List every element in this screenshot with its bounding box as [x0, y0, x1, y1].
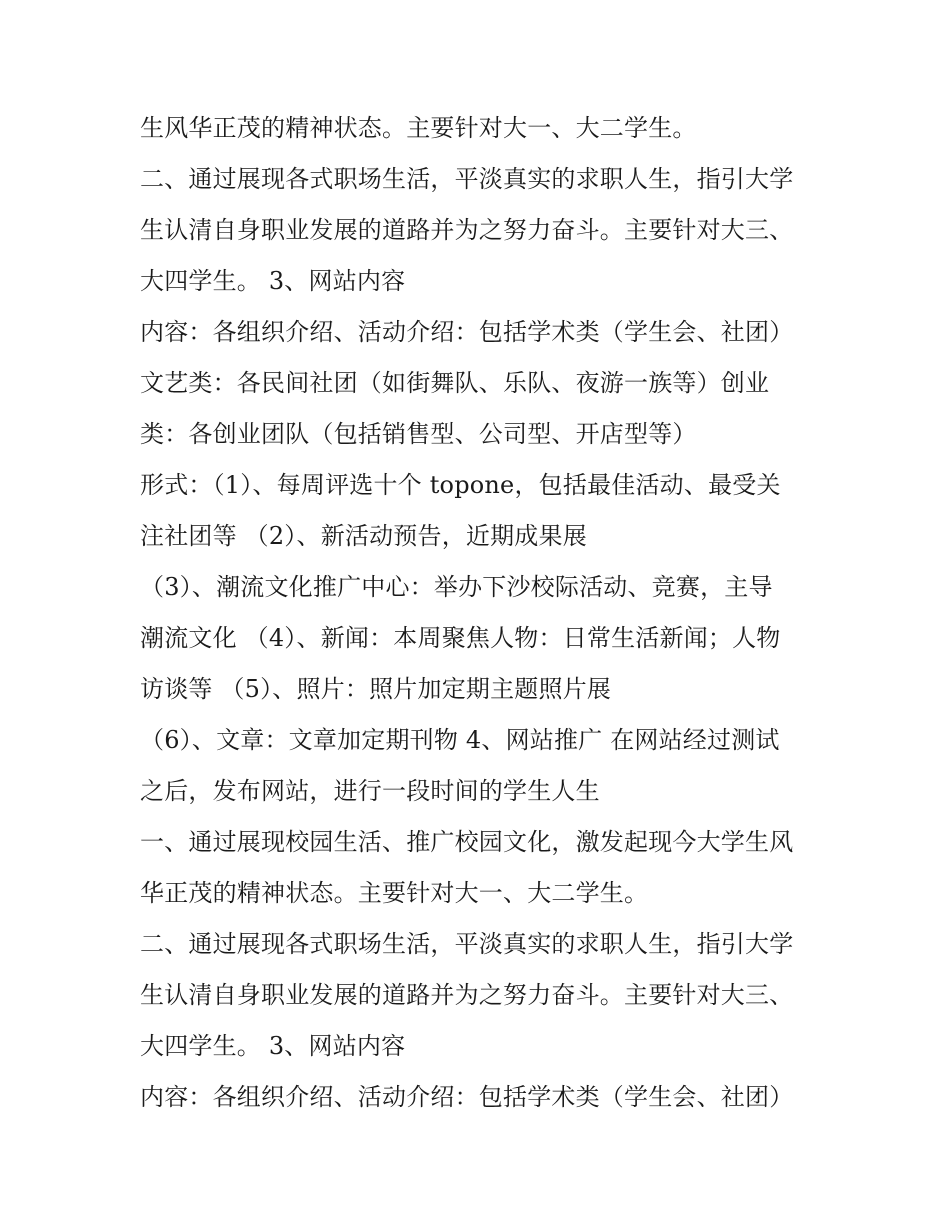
text-line: （3）、潮流文化推广中心：举办下沙校际活动、竞赛，主导: [140, 573, 773, 601]
text-line: 二、通过展现各式职场生活，平淡真实的求职人生，指引大学: [140, 930, 794, 958]
text-line: 之后，发布网站，进行一段时间的学生人生: [140, 777, 600, 805]
text-line: 生认清自身职业发展的道路并为之努力奋斗。主要针对大三、: [140, 216, 794, 244]
text-line: 文艺类：各民间社团（如街舞队、乐队、夜游一族等）创业: [140, 369, 770, 397]
text-line: 一、通过展现校园生活、推广校园文化，激发起现今大学生风: [140, 828, 794, 856]
text-line: 内容：各组织介绍、活动介绍：包括学术类（学生会、社团）: [140, 318, 794, 346]
body-text: [140, 103, 820, 1123]
text-line: 注社团等 （2）、新活动预告，近期成果展: [140, 522, 587, 550]
text-line: 华正茂的精神状态。主要针对大一、大二学生。: [140, 879, 649, 907]
text-line: 形式：（1）、每周评选十个 topone，包括最佳活动、最受关: [140, 471, 781, 499]
text-line: 大四学生。 3、网站内容: [140, 1032, 406, 1060]
text-line: 访谈等 （5）、照片：照片加定期主题照片展: [140, 675, 612, 703]
text-line: 潮流文化 （4）、新闻：本周聚焦人物：日常生活新闻；人物: [140, 624, 781, 652]
text-line: 类：各创业团队（包括销售型、公司型、开店型等）: [140, 420, 697, 448]
text-line: 大四学生。 3、网站内容: [140, 267, 406, 295]
text-line: 生风华正茂的精神状态。主要针对大一、大二学生。: [140, 114, 697, 142]
text-line: 生认清自身职业发展的道路并为之努力奋斗。主要针对大三、: [140, 981, 794, 1009]
text-line: （6）、文章：文章加定期刊物 4、网站推广 在网站经过测试: [140, 726, 780, 754]
text-line: 内容：各组织介绍、活动介绍：包括学术类（学生会、社团）: [140, 1083, 794, 1111]
text-line: 二、通过展现各式职场生活，平淡真实的求职人生，指引大学: [140, 165, 794, 193]
